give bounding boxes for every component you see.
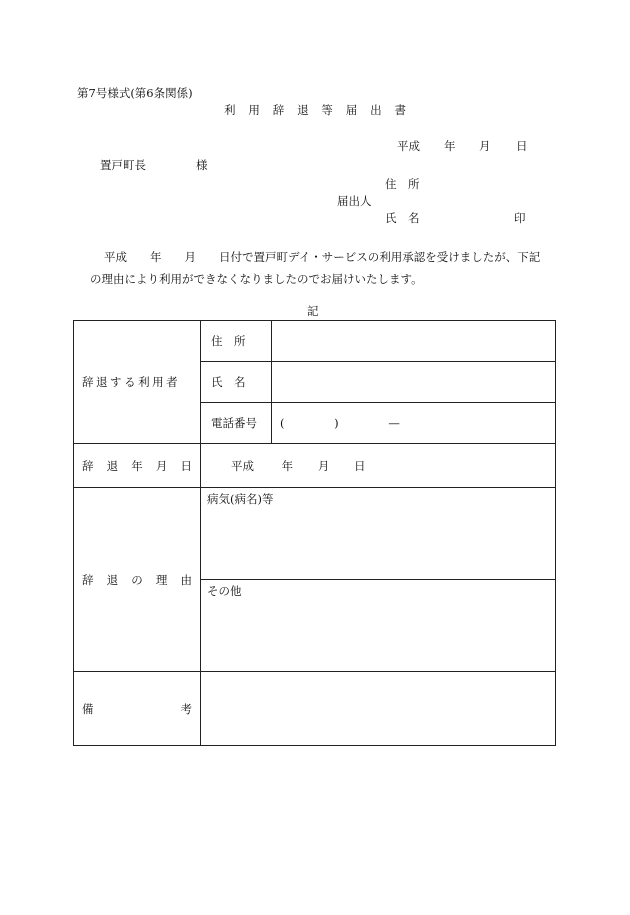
seal-mark: 印 xyxy=(514,211,526,225)
withdraw-date-day: 日 xyxy=(353,458,366,473)
user-name-label-cell xyxy=(201,362,272,403)
user-phone-label: 電話番号 xyxy=(211,416,257,430)
remarks-label-char: 考 xyxy=(180,701,192,716)
reason-other-field[interactable] xyxy=(201,580,556,672)
user-name-label: 氏 名 xyxy=(211,375,246,389)
body-paragraph xyxy=(90,246,560,290)
phone-dash: — xyxy=(388,416,400,430)
withdraw-date-label-char: 年 xyxy=(131,458,143,473)
phone-close-paren: ) xyxy=(334,416,339,430)
withdraw-date-era: 平成 xyxy=(231,458,254,473)
form-code: 第7号様式(第6条関係) xyxy=(77,86,193,100)
user-label: 辞退する利用者 xyxy=(82,375,181,389)
reason-illness-label: 病気(病名)等 xyxy=(207,492,274,506)
reason-label-char: 退 xyxy=(106,572,119,587)
withdraw-date-year: 年 xyxy=(281,458,294,473)
addressee-name: 置戸町長 xyxy=(100,158,146,172)
date-month: 月 xyxy=(479,139,491,153)
user-address-label: 住 所 xyxy=(211,334,246,348)
date-year: 年 xyxy=(444,139,456,153)
withdraw-date-label-char: 辞 xyxy=(82,458,94,473)
phone-open-paren: ( xyxy=(280,416,285,430)
reason-illness-field[interactable] xyxy=(201,488,556,580)
user-address-label-cell xyxy=(201,321,272,362)
reason-label-char: 理 xyxy=(155,572,168,587)
withdraw-date-label-char: 月 xyxy=(155,458,168,473)
reason-label-char: 由 xyxy=(180,572,192,587)
reason-other-label: その他 xyxy=(207,584,242,598)
user-name-field[interactable] xyxy=(272,362,556,403)
withdraw-date-month: 月 xyxy=(317,458,330,473)
user-phone-field[interactable] xyxy=(272,403,556,444)
body-line: 平成 年 月 日付で置戸町デイ・サービスの利用承認を受けましたが、下記 xyxy=(104,250,541,264)
user-address-field[interactable] xyxy=(272,321,556,362)
body-line: の理由により利用ができなくなりましたのでお届けいたします。 xyxy=(90,272,423,286)
reason-label-cell xyxy=(74,488,201,672)
document-title: 利 用 辞 退 等 届 出 書 xyxy=(224,103,411,117)
user-phone-label-cell xyxy=(201,403,272,444)
reason-label-char: 辞 xyxy=(82,572,94,587)
date-era: 平成 xyxy=(397,139,420,153)
addressee-honorific: 様 xyxy=(196,158,208,172)
date-day: 日 xyxy=(516,139,528,153)
withdraw-date-label-char: 退 xyxy=(106,458,119,473)
withdraw-date-field[interactable] xyxy=(201,444,556,488)
remarks-field[interactable] xyxy=(201,672,556,746)
withdraw-date-label-cell xyxy=(74,444,201,488)
applicant-name-label: 氏 名 xyxy=(385,211,420,225)
user-label-cell xyxy=(74,321,201,444)
withdrawal-form-table xyxy=(73,320,556,746)
applicant-role-label: 届出人 xyxy=(337,194,372,208)
reason-label-char: の xyxy=(131,572,143,587)
applicant-address-label: 住 所 xyxy=(385,177,420,191)
withdraw-date-label-char: 日 xyxy=(180,458,192,473)
ki-heading: 記 xyxy=(307,304,319,318)
remarks-label-char: 備 xyxy=(82,701,94,716)
remarks-label-cell xyxy=(74,672,201,746)
